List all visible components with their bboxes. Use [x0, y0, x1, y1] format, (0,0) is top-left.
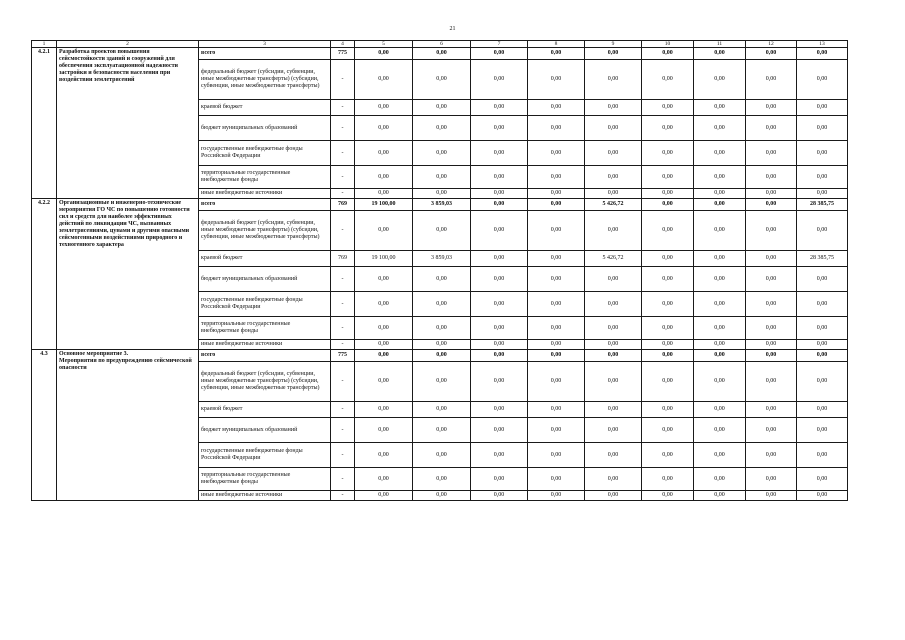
amount-cell: 0,00 — [585, 402, 642, 418]
funding-source: иные внебюджетные источники — [199, 491, 331, 501]
amount-cell: 0,00 — [694, 116, 746, 141]
amount-cell: 0,00 — [413, 292, 471, 317]
funding-source: федеральный бюджет (субсидии, субвенции, иные межбюджетные трансферты) (субсидии, субвенции, иные межбюджетные трансферты) — [199, 211, 331, 251]
amount-cell: 0,00 — [746, 350, 797, 362]
amount-cell: 0,00 — [528, 491, 585, 501]
column-header: 1 — [32, 41, 57, 48]
amount-cell: 0,00 — [413, 362, 471, 402]
amount-cell: 0,00 — [528, 468, 585, 491]
amount-cell: 0,00 — [585, 60, 642, 100]
column-header: 11 — [694, 41, 746, 48]
amount-cell: 0,00 — [694, 100, 746, 116]
amount-cell: 0,00 — [528, 292, 585, 317]
amount-cell: 0,00 — [471, 60, 528, 100]
amount-cell: 0,00 — [642, 292, 694, 317]
amount-cell: 0,00 — [585, 166, 642, 189]
amount-cell: 0,00 — [694, 418, 746, 443]
amount-cell: 0,00 — [355, 141, 413, 166]
amount-cell: 0,00 — [528, 267, 585, 292]
amount-cell: 0,00 — [797, 317, 848, 340]
amount-cell: 0,00 — [355, 100, 413, 116]
funding-source: бюджет муниципальных образований — [199, 116, 331, 141]
column-header: 13 — [797, 41, 848, 48]
amount-cell: 3 859,03 — [413, 251, 471, 267]
amount-cell: 0,00 — [797, 60, 848, 100]
column-header-row — [32, 41, 848, 48]
amount-cell: 0,00 — [355, 340, 413, 350]
section-total-row — [32, 48, 848, 60]
amount-cell: 0,00 — [355, 317, 413, 340]
budget-code: - — [331, 267, 355, 292]
column-header: 6 — [413, 41, 471, 48]
amount-cell: 0,00 — [413, 60, 471, 100]
amount-cell: 0,00 — [471, 362, 528, 402]
amount-cell: 0,00 — [528, 60, 585, 100]
amount-cell: 0,00 — [642, 116, 694, 141]
section-total-row — [32, 199, 848, 211]
amount-cell: 0,00 — [797, 491, 848, 501]
amount-cell: 0,00 — [413, 350, 471, 362]
amount-cell: 0,00 — [797, 211, 848, 251]
amount-cell: 0,00 — [528, 100, 585, 116]
budget-code: - — [331, 443, 355, 468]
amount-cell: 0,00 — [471, 211, 528, 251]
column-header: 9 — [585, 41, 642, 48]
amount-cell: 0,00 — [746, 292, 797, 317]
amount-cell: 0,00 — [694, 60, 746, 100]
section-number: 4.2.1 — [32, 48, 57, 199]
funding-source: бюджет муниципальных образований — [199, 267, 331, 292]
amount-cell: 0,00 — [585, 267, 642, 292]
amount-cell: 0,00 — [528, 211, 585, 251]
amount-cell: 0,00 — [797, 141, 848, 166]
amount-cell: 0,00 — [642, 251, 694, 267]
amount-cell: 0,00 — [694, 491, 746, 501]
column-header: 2 — [57, 41, 199, 48]
budget-code: - — [331, 317, 355, 340]
amount-cell: 0,00 — [797, 418, 848, 443]
amount-cell: 0,00 — [413, 491, 471, 501]
amount-cell: 0,00 — [471, 317, 528, 340]
amount-cell: 0,00 — [694, 251, 746, 267]
amount-cell: 0,00 — [585, 443, 642, 468]
section-number: 4.2.2 — [32, 199, 57, 350]
budget-code: - — [331, 211, 355, 251]
amount-cell: 0,00 — [471, 292, 528, 317]
amount-cell: 0,00 — [585, 350, 642, 362]
funding-source: краевой бюджет — [199, 402, 331, 418]
amount-cell: 0,00 — [746, 141, 797, 166]
amount-cell: 0,00 — [585, 418, 642, 443]
budget-code: - — [331, 362, 355, 402]
amount-cell: 0,00 — [413, 418, 471, 443]
amount-cell: 0,00 — [413, 443, 471, 468]
amount-cell: 0,00 — [355, 443, 413, 468]
amount-cell: 0,00 — [471, 350, 528, 362]
amount-cell: 0,00 — [355, 267, 413, 292]
amount-cell: 0,00 — [355, 48, 413, 60]
amount-cell: 0,00 — [471, 141, 528, 166]
amount-cell: 0,00 — [355, 350, 413, 362]
amount-cell: 5 426,72 — [585, 251, 642, 267]
amount-cell: 0,00 — [642, 443, 694, 468]
amount-cell: 19 100,00 — [355, 251, 413, 267]
amount-cell: 0,00 — [642, 211, 694, 251]
amount-cell: 0,00 — [797, 166, 848, 189]
amount-cell: 0,00 — [797, 340, 848, 350]
amount-cell: 0,00 — [797, 350, 848, 362]
amount-cell: 0,00 — [471, 491, 528, 501]
amount-cell: 0,00 — [642, 199, 694, 211]
section-title-bold: Основное мероприятие 3. — [59, 351, 129, 357]
amount-cell: 0,00 — [528, 340, 585, 350]
amount-cell: 0,00 — [528, 166, 585, 189]
amount-cell: 0,00 — [585, 491, 642, 501]
budget-code: - — [331, 402, 355, 418]
amount-cell: 0,00 — [413, 116, 471, 141]
amount-cell: 0,00 — [642, 100, 694, 116]
amount-cell: 0,00 — [694, 317, 746, 340]
amount-cell: 0,00 — [413, 211, 471, 251]
amount-cell: 0,00 — [585, 116, 642, 141]
funding-source: бюджет муниципальных образований — [199, 418, 331, 443]
budget-code: 769 — [331, 251, 355, 267]
amount-cell: 0,00 — [746, 402, 797, 418]
amount-cell: 0,00 — [471, 468, 528, 491]
amount-cell: 0,00 — [746, 317, 797, 340]
amount-cell: 0,00 — [471, 443, 528, 468]
amount-cell: 0,00 — [694, 267, 746, 292]
amount-cell: 0,00 — [694, 350, 746, 362]
amount-cell: 0,00 — [413, 100, 471, 116]
amount-cell: 0,00 — [528, 418, 585, 443]
funding-source: иные внебюджетные источники — [199, 340, 331, 350]
amount-cell: 0,00 — [355, 211, 413, 251]
amount-cell: 0,00 — [746, 211, 797, 251]
amount-cell: 0,00 — [746, 340, 797, 350]
section-number: 4.3 — [32, 350, 57, 501]
funding-source: территориальные государственные внебюджетные фонды — [199, 468, 331, 491]
budget-code: 769 — [331, 199, 355, 211]
amount-cell: 0,00 — [694, 362, 746, 402]
amount-cell: 0,00 — [413, 340, 471, 350]
amount-cell: 0,00 — [642, 317, 694, 340]
section-title-text: Разработка проектов повышения сейсмостойкости зданий и сооружений для обеспечения эксплуатационной надежности застройки и безопасности населения при воздействии землетрясений — [59, 49, 178, 83]
amount-cell: 0,00 — [642, 267, 694, 292]
amount-cell: 0,00 — [746, 60, 797, 100]
amount-cell: 0,00 — [746, 166, 797, 189]
funding-source: государственные внебюджетные фонды Российской Федерации — [199, 141, 331, 166]
amount-cell: 0,00 — [355, 166, 413, 189]
budget-code: - — [331, 100, 355, 116]
amount-cell: 0,00 — [355, 116, 413, 141]
amount-cell: 0,00 — [355, 189, 413, 199]
amount-cell: 0,00 — [528, 402, 585, 418]
amount-cell: 0,00 — [642, 468, 694, 491]
amount-cell: 0,00 — [797, 48, 848, 60]
column-header: 5 — [355, 41, 413, 48]
amount-cell: 0,00 — [355, 60, 413, 100]
amount-cell: 0,00 — [471, 402, 528, 418]
amount-cell: 0,00 — [746, 199, 797, 211]
amount-cell: 0,00 — [585, 292, 642, 317]
section-title — [57, 199, 199, 350]
budget-table — [31, 40, 848, 501]
amount-cell: 0,00 — [413, 48, 471, 60]
amount-cell: 0,00 — [355, 402, 413, 418]
amount-cell: 0,00 — [528, 362, 585, 402]
amount-cell: 0,00 — [355, 362, 413, 402]
amount-cell: 0,00 — [585, 100, 642, 116]
section-title-text: Мероприятия по предупреждению сейсмической опасности — [59, 358, 192, 371]
amount-cell: 0,00 — [694, 48, 746, 60]
amount-cell: 0,00 — [585, 468, 642, 491]
amount-cell: 0,00 — [694, 340, 746, 350]
amount-cell: 0,00 — [746, 267, 797, 292]
amount-cell: 3 859,03 — [413, 199, 471, 211]
amount-cell: 0,00 — [528, 116, 585, 141]
amount-cell: 0,00 — [471, 340, 528, 350]
amount-cell: 0,00 — [413, 141, 471, 166]
amount-cell: 0,00 — [797, 402, 848, 418]
column-header: 4 — [331, 41, 355, 48]
budget-code: - — [331, 166, 355, 189]
budget-code: - — [331, 141, 355, 166]
funding-source: всего — [199, 199, 331, 211]
amount-cell: 0,00 — [585, 340, 642, 350]
amount-cell: 0,00 — [413, 267, 471, 292]
amount-cell: 5 426,72 — [585, 199, 642, 211]
budget-code: - — [331, 340, 355, 350]
amount-cell: 0,00 — [355, 491, 413, 501]
amount-cell: 0,00 — [746, 362, 797, 402]
amount-cell: 0,00 — [413, 468, 471, 491]
budget-code: - — [331, 60, 355, 100]
amount-cell: 0,00 — [694, 199, 746, 211]
amount-cell: 0,00 — [471, 116, 528, 141]
amount-cell: 0,00 — [746, 251, 797, 267]
amount-cell: 0,00 — [797, 189, 848, 199]
amount-cell: 0,00 — [471, 199, 528, 211]
amount-cell: 0,00 — [797, 292, 848, 317]
amount-cell: 0,00 — [642, 402, 694, 418]
amount-cell: 0,00 — [642, 350, 694, 362]
amount-cell: 0,00 — [471, 189, 528, 199]
budget-code: - — [331, 116, 355, 141]
amount-cell: 0,00 — [746, 491, 797, 501]
funding-source: краевой бюджет — [199, 251, 331, 267]
amount-cell: 0,00 — [694, 141, 746, 166]
amount-cell: 0,00 — [471, 267, 528, 292]
amount-cell: 19 100,00 — [355, 199, 413, 211]
amount-cell: 0,00 — [642, 362, 694, 402]
amount-cell: 0,00 — [528, 317, 585, 340]
budget-code: - — [331, 491, 355, 501]
amount-cell: 0,00 — [413, 166, 471, 189]
column-header: 12 — [746, 41, 797, 48]
amount-cell: 0,00 — [528, 199, 585, 211]
amount-cell: 0,00 — [642, 491, 694, 501]
funding-source: федеральный бюджет (субсидии, субвенции, иные межбюджетные трансферты) (субсидии, субвенции, иные межбюджетные трансферты) — [199, 362, 331, 402]
amount-cell: 0,00 — [355, 292, 413, 317]
budget-table-body — [32, 41, 848, 501]
amount-cell: 0,00 — [471, 100, 528, 116]
column-header: 8 — [528, 41, 585, 48]
amount-cell: 0,00 — [471, 251, 528, 267]
amount-cell: 0,00 — [746, 443, 797, 468]
amount-cell: 0,00 — [355, 418, 413, 443]
amount-cell: 0,00 — [642, 60, 694, 100]
page-number: 21 — [449, 26, 456, 32]
funding-source: территориальные государственные внебюджетные фонды — [199, 166, 331, 189]
budget-code: - — [331, 189, 355, 199]
amount-cell: 0,00 — [746, 418, 797, 443]
amount-cell: 0,00 — [413, 189, 471, 199]
amount-cell: 0,00 — [797, 362, 848, 402]
budget-code: - — [331, 292, 355, 317]
section-title — [57, 350, 199, 501]
amount-cell: 0,00 — [746, 100, 797, 116]
amount-cell: 0,00 — [471, 166, 528, 189]
column-header: 7 — [471, 41, 528, 48]
amount-cell: 0,00 — [746, 189, 797, 199]
amount-cell: 0,00 — [585, 48, 642, 60]
amount-cell: 0,00 — [797, 468, 848, 491]
amount-cell: 0,00 — [694, 189, 746, 199]
funding-source: всего — [199, 48, 331, 60]
funding-source: территориальные государственные внебюджетные фонды — [199, 317, 331, 340]
amount-cell: 0,00 — [528, 251, 585, 267]
amount-cell: 0,00 — [413, 402, 471, 418]
amount-cell: 0,00 — [642, 189, 694, 199]
section-total-row — [32, 350, 848, 362]
section-title-text: Организационные и инженерно-технические мероприятия ГО ЧС по повышению готовности сил и средств для наиболее эффективных действий по ликвидации ЧС, вызванных землетрясениями, цунами и другими опасными сейсмогенными воздействиями природного и техногенного характера — [59, 200, 190, 248]
amount-cell: 0,00 — [585, 362, 642, 402]
budget-code: - — [331, 418, 355, 443]
amount-cell: 0,00 — [528, 141, 585, 166]
column-header: 10 — [642, 41, 694, 48]
funding-source: краевой бюджет — [199, 100, 331, 116]
amount-cell: 0,00 — [797, 443, 848, 468]
amount-cell: 0,00 — [797, 116, 848, 141]
section-title — [57, 48, 199, 199]
amount-cell: 0,00 — [355, 468, 413, 491]
amount-cell: 0,00 — [746, 468, 797, 491]
amount-cell: 0,00 — [528, 189, 585, 199]
amount-cell: 0,00 — [642, 48, 694, 60]
amount-cell: 0,00 — [585, 317, 642, 340]
amount-cell: 0,00 — [528, 48, 585, 60]
funding-source: иные внебюджетные источники — [199, 189, 331, 199]
column-header: 3 — [199, 41, 331, 48]
amount-cell: 0,00 — [642, 418, 694, 443]
budget-code: - — [331, 468, 355, 491]
amount-cell: 0,00 — [797, 100, 848, 116]
funding-source: всего — [199, 350, 331, 362]
funding-source: федеральный бюджет (субсидии, субвенции, иные межбюджетные трансферты) (субсидии, субвенции, иные межбюджетные трансферты) — [199, 60, 331, 100]
amount-cell: 28 385,75 — [797, 199, 848, 211]
budget-code: 775 — [331, 48, 355, 60]
amount-cell: 0,00 — [528, 350, 585, 362]
amount-cell: 0,00 — [585, 211, 642, 251]
amount-cell: 0,00 — [642, 340, 694, 350]
amount-cell: 0,00 — [642, 166, 694, 189]
amount-cell: 0,00 — [585, 189, 642, 199]
amount-cell: 0,00 — [585, 141, 642, 166]
budget-code: 775 — [331, 350, 355, 362]
amount-cell: 0,00 — [694, 443, 746, 468]
amount-cell: 0,00 — [746, 48, 797, 60]
funding-source: государственные внебюджетные фонды Российской Федерации — [199, 443, 331, 468]
amount-cell: 0,00 — [413, 317, 471, 340]
amount-cell: 0,00 — [694, 166, 746, 189]
amount-cell: 0,00 — [797, 267, 848, 292]
amount-cell: 28 385,75 — [797, 251, 848, 267]
funding-source: государственные внебюджетные фонды Российской Федерации — [199, 292, 331, 317]
amount-cell: 0,00 — [471, 418, 528, 443]
amount-cell: 0,00 — [471, 48, 528, 60]
amount-cell: 0,00 — [746, 116, 797, 141]
amount-cell: 0,00 — [694, 402, 746, 418]
amount-cell: 0,00 — [694, 292, 746, 317]
amount-cell: 0,00 — [528, 443, 585, 468]
amount-cell: 0,00 — [694, 468, 746, 491]
amount-cell: 0,00 — [642, 141, 694, 166]
amount-cell: 0,00 — [694, 211, 746, 251]
